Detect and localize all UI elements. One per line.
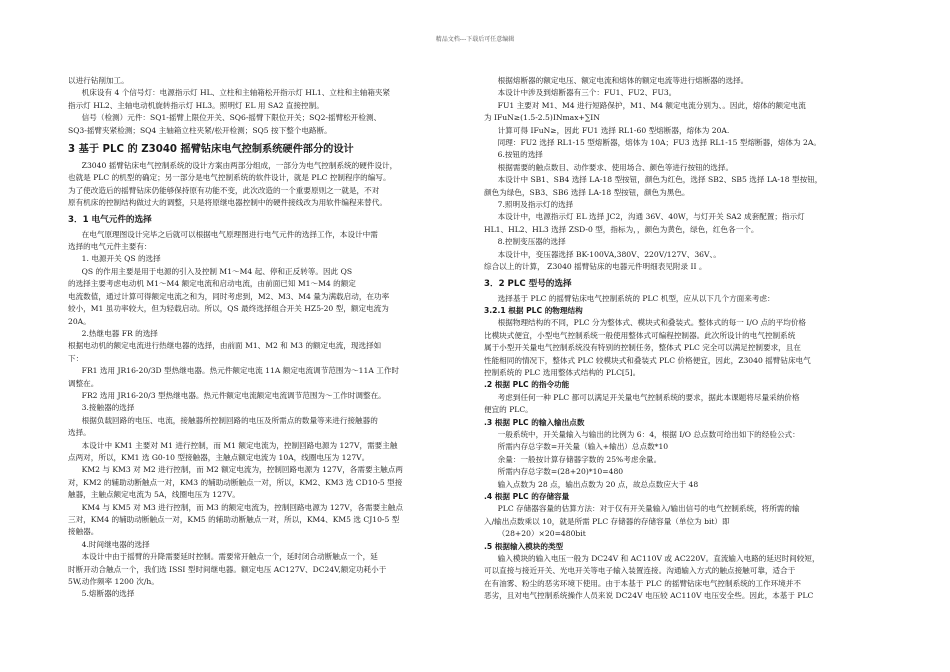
text-line: 机床设有 4 个信号灯：电源指示灯 HL、立柱和主轴箱松开指示灯 HL1、立柱和主轴箱夹紧 (81, 88, 391, 98)
section-heading: .2 根据 PLC 的指令功能 (484, 380, 570, 390)
text-line: HL1、HL2、HL3 选择 ZSD-0 型，指标为，，颜色为黄色，绿色，红色各一个。 (484, 224, 759, 234)
text-line: 信号（检测）元件：SQ1-摇臂上限位开关、SQ6-摇臂下限位开关；SQ2-摇臂松开检测、 (81, 113, 382, 123)
text-line: 三对，KM4 的辅助动断触点一对，KM5 的辅助动断触点一对，所以，KM4、KM5 选 CJ10-5 型 (68, 515, 400, 524)
text-line: 也就是 PLC 的机型的确定；另一部分是电气控制系统的软件设计，就是 PLC 控制程序的编写。 (68, 173, 391, 183)
text-line: 入/输出点数乘以 10，就是所需 PLC 存储器的存储容量（单位为 bit）即 (484, 516, 730, 526)
text-line: 考虑到任何一种 PLC 都可以满足开关量电气控制系统的要求，据此本课题将尽量采纳价格 (497, 392, 800, 402)
section-heading: .4 根据 PLC 的存储容量 (484, 492, 570, 501)
text-line: 选择基于 PLC 的摇臂钻床电气控制系统的 PLC 机型，应从以下几个方面来考虑： (497, 293, 775, 303)
text-line: 根据物理结构的不同，PLC 分为整体式、模块式和叠装式。整体式的每一 I/O 点的平均价格 (497, 318, 807, 328)
text-line: 8.控制变压器的选择 (497, 237, 566, 247)
text-line: 输入点数为 28 点，输出点数为 20 点，故总点数应大于 48 (497, 479, 699, 489)
text-line: SQ3-摇臂夹紧检测；SQ4 主轴箱立柱夹紧/松开检测；SQ5 按下整个电路断。 (68, 125, 332, 135)
text-line: Z3040 摇臂钻床电气控制系统的设计方案由两部分组成，一部分为电气控制系统的硬件设计， (81, 161, 398, 171)
text-line: 7.照明及指示灯的选择 (497, 200, 574, 210)
text-line: 选择的电气元件主要有： (68, 242, 152, 252)
text-line: 以进行钻削加工。 (68, 76, 129, 85)
text-line: 1. 电源开关 QS 的选择 (81, 254, 161, 264)
text-line: 性能相同的情况下，整体式 PLC 较模块式和叠装式 PLC 价格便宜，因此，Z3040 摇臂钻床电气 (484, 355, 811, 365)
text-line: FR2 选用 JR16-20/3 型热继电器。热元件额定电流额定电流调节范围为～工作时调整在。 (81, 390, 386, 400)
text-line: 所需内存总字数=开关量（输入+输出）总点数*10 (497, 442, 669, 452)
text-line: 一般系统中，开关量输入与输出的比例为 6：4，根据 I/O 总点数可给出如下的经验公式： (497, 429, 800, 439)
text-line: 为了使改造后的摇臂钻床仍能够保持原有功能不变，此次改造的一个重要原则之一就是，不对 (68, 185, 380, 195)
text-line: 根据熔断器的额定电压、额定电流和熔体的额定电流等进行熔断器的选择。 (497, 76, 749, 85)
text-line: 本设计中由于摇臂的升降需要延时控制。需要常开触点一个，延时闭合动断触点一个，延 (81, 552, 378, 562)
text-line: QS 的作用主要是用于电源的引入及控制 M1～M4 起、停和正反转等。因此 QS (81, 266, 353, 276)
text-line: 本设计中 SB1、SB4 选择 LA-18 型按钮，颜色为红色，选择 SB2、SB5 选择 LA-18 型按钮， (497, 175, 823, 185)
text-line: 控制系统的 PLC 选用整体式结构的 PLC[5]。 (484, 367, 641, 377)
text-line: 时断开动合触点一个，我们选 ISSI 型时间继电器。额定电压 AC127V、DC24V,额定功耗小于 (68, 564, 387, 574)
text-line: 4.时间继电器的选择 (81, 539, 150, 549)
text-line: 3.接触器的选择 (81, 403, 135, 413)
text-line: 调整在。 (68, 378, 99, 388)
text-line: 综合以上的计算， Z3040 摇臂钻床的电器元件明细表见附录 II 。 (484, 262, 707, 272)
section-heading: 3.2.1 根据 PLC 的物理结构 (484, 305, 583, 315)
text-line: 20A。 (68, 316, 91, 326)
text-line: 指示灯 HL2、主轴电动机旋转指示灯 HL3。照明灯 EL 用 SA2 直接控制。 (68, 100, 324, 110)
text-line: 根据负载回路的电压、电流，接触器所控制回路的电压及所需点的数量等来进行接触器的 (81, 415, 378, 425)
text-line: 比模块式便宜，小型电气控制系统一般使用整体式可编程控制器。此次所设计的电气控制系统 (484, 330, 796, 340)
text-line: 5.熔断器的选择 (81, 589, 135, 599)
text-line: （28+20）×20=480bit (497, 529, 586, 539)
section-heading: .5 根据输入模块的类型 (484, 541, 564, 551)
text-line: 原有机床的控制结构做过大的调整，只是将原继电器控制中的硬件接线改为用软件编程来替代。 (68, 198, 387, 208)
text-line: 6.按钮的选择 (497, 150, 543, 160)
section-heading: .3 根据 PLC 的输入输出点数 (484, 417, 585, 427)
text-line: 2.热继电器 FR 的选择 (81, 328, 158, 338)
text-line: 5W,动作频率 1200 次/h。 (68, 577, 159, 587)
text-line: 同理：FU2 选择 RL1-15 型熔断器，熔体为 10A；FU3 选择 RL1-15 型熔断器，熔体为 2A。 (497, 138, 821, 148)
text-line: 属于小型开关量电气控制系统没有特别的控制任务，整体式 PLC 完全可以满足控制要求，且在 (484, 343, 801, 353)
text-line: 本设计中，电源指示灯 EL 选择 JC2，沟通 36V、40W，与灯开关 SA2 成套配置；指示灯 (497, 212, 805, 222)
text-line: 本设计中涉及到熔断器有三个：FU1、FU2、FU3。 (497, 88, 677, 98)
text-line: 在电气原理图设计完毕之后就可以根据电气原理图进行电气元件的选择工作，本设计中需 (81, 229, 378, 239)
text-line: 余量：一般按计算存储器字数的 25%考虑余量。 (497, 454, 662, 464)
text-line: 较小，M1 虽功率较大，但为轻载启动。所以，QS 最终选择组合开关 HZ5-20 型，额定电流为 (68, 304, 389, 314)
text-line: 本设计中，变压器选择 BK-100VA,380V、220V/127V、36V、。 (497, 249, 721, 259)
text-line: 本设计中 KM1 主要对 M1 进行控制，而 M1 额定电流为，控制回路电源为 127V，需要主触 (81, 440, 398, 450)
text-line: 在有油雾、粉尘的恶劣环境下使用。由于本基于 PLC 的摇臂钻床电气控制系统的工作环境并不 (484, 578, 801, 588)
text-line: 颜色为绿色，SB3、SB6 选择 LA-18 型按钮，颜色为黑色。 (484, 187, 690, 197)
text-line: 点两对，所以，KM1 选 G0-10 型接触器，主触点额定电流为 10A，线圈电压为 127V。 (68, 452, 370, 462)
section-heading: 3 基于 PLC 的 Z3040 摇臂钻床电气控制系统硬件部分的设计 (68, 144, 354, 156)
text-line: PLC 存储器容量的估算方法：对于仅有开关量输入/输出信号的电气控制系统，将所需的输 (497, 504, 800, 514)
text-line: 所需内存总字数=(28+20)*10=480 (497, 467, 624, 477)
text-line: 触器，主触点额定电流为 5A，线圈电压为 127V。 (68, 490, 240, 500)
text-line: 便宜的 PLC。 (484, 405, 533, 415)
text-line: 接触器。 (68, 527, 99, 537)
text-line: 下： (68, 353, 84, 363)
text-line: 的选择主要考虑电动机 M1～M4 额定电流和启动电流，由前面已知 M1～M4 的额定 (68, 279, 356, 289)
section-heading: 3．1 电气元件的选择 (68, 214, 152, 225)
text-line: 根据电动机的额定电流进行热继电器的选择，由前面 M1、M2 和 M3 的额定电流，现选择如 (68, 341, 382, 351)
text-line: 输入模块的输入电压一般为 DC24V 和 AC110V 或 AC220V。直流输入电路的延迟时间较短， (497, 554, 820, 564)
text-line: 电流数值，通过计算可得额定电流之和为，同时考虑到，M2、M3、M4 量为满载启动，在功率 (68, 291, 390, 301)
page-header: 精品文档---下载后可任意编辑 (435, 36, 515, 43)
text-line: 可以直接与接近开关、光电开关等电子输入装置连接。沟通输入方式的触点接触可靠，适合于 (484, 566, 796, 576)
text-line: 计算可得 IFuN≥，因此 FU1 选择 RL1-60 型熔断器，熔体为 20A. (497, 125, 730, 135)
text-line: 为 IFuN≥(1.5-2.5)INmax+∑IN (484, 113, 600, 123)
right-column (484, 75, 884, 603)
text-line: 根据需要的触点数目、动作要求、使用场合、颜色等进行按钮的选择。 (497, 162, 734, 172)
left-column (68, 75, 473, 601)
text-line: 选择。 (68, 428, 91, 438)
text-line: 恶劣，且对电气控制系统操作人员来说 DC24V 电压较 AC110V 电压安全些。因此，本基于 PLC (484, 591, 814, 601)
text-line: FU1 主要对 M1、M4 进行短路保护，M1、M4 额定电流分别为、。因此，熔体的额定电流 (497, 100, 806, 110)
text-line: 对，KM2 的辅助动断触点一对，KM3 的辅助动断触点一对，所以，KM2、KM3 选 CD10-5 型接 (68, 477, 403, 487)
text-line: KM2 与 KM3 对 M2 进行控制，而 M2 额定电流为，控制回路电源为 127V，各需要主触点两 (81, 465, 403, 475)
section-heading: 3．2 PLC 型号的选择 (484, 278, 572, 289)
text-line: FR1 选用 JR16-20/3D 型热继电器。热元件额定电流 11A 额定电流调节范围为～11A 工作时 (81, 366, 400, 376)
text-line: KM4 与 KM5 对 M3 进行控制，而 M3 的额定电流为，控制回路电源为 127V，各需要主触点 (81, 502, 403, 512)
